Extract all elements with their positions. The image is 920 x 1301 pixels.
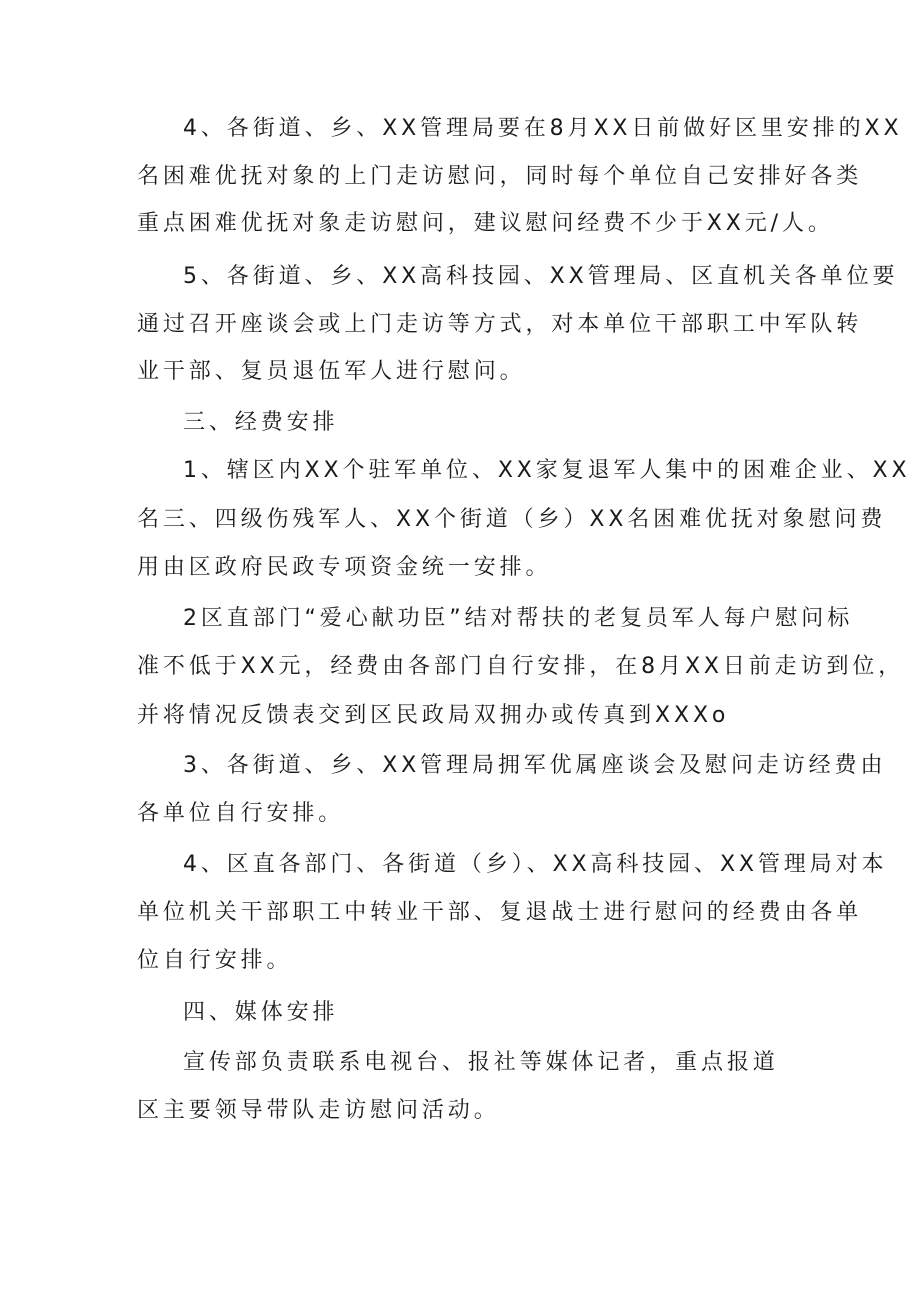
- paragraph-line: 用由区政府民政专项资金统一安排。: [137, 555, 552, 580]
- paragraph-line: 4、区直各部门、各街道（乡）、XX高科技园、XX管理局对本: [183, 852, 888, 877]
- paragraph-line: 名困难优抚对象的上门走访慰问，同时每个单位自己安排好各类: [137, 164, 863, 189]
- paragraph-line: 2区直部门“爱心献功臣”结对帮扶的老复员军人每户慰问标: [183, 606, 854, 631]
- section-heading: 四、媒体安排: [183, 1000, 339, 1025]
- paragraph-line: 位自行安排。: [137, 948, 293, 973]
- paragraph-line: 区主要领导带队走访慰问活动。: [137, 1098, 500, 1123]
- paragraph-line: 名三、四级伤残军人、XX个街道（乡）XX名困难优抚对象慰问费: [137, 507, 887, 532]
- paragraph-line: 并将情况反馈表交到区民政局双拥办或传真到XXXo: [137, 703, 730, 728]
- paragraph-line: 单位机关干部职工中转业干部、复退战士进行慰问的经费由各单: [137, 900, 863, 925]
- paragraph-line: 准不低于XX元，经费由各部门自行安排，在8月XX日前走访到位，: [137, 654, 905, 679]
- section-heading: 三、经费安排: [183, 410, 339, 435]
- paragraph-line: 重点困难优抚对象走访慰问，建议慰问经费不少于XX元/人。: [137, 211, 834, 236]
- paragraph-line: 5、各街道、乡、XX高科技园、XX管理局、区直机关各单位要: [183, 264, 899, 289]
- paragraph-line: 1、辖区内XX个驻军单位、XX家复退军人集中的困难企业、XX: [183, 458, 911, 483]
- paragraph-line: 宣传部负责联系电视台、报社等媒体记者，重点报道: [183, 1050, 779, 1075]
- paragraph-line: 3、各街道、乡、XX管理局拥军优属座谈会及慰问走访经费由: [183, 753, 887, 778]
- paragraph-line: 各单位自行安排。: [137, 801, 345, 826]
- paragraph-line: 4、各街道、乡、XX管理局要在8月XX日前做好区里安排的XX: [183, 116, 903, 141]
- paragraph-line: 业干部、复员退伍军人进行慰问。: [137, 359, 526, 384]
- paragraph-line: 通过召开座谈会或上门走访等方式，对本单位干部职工中军队转: [137, 312, 863, 337]
